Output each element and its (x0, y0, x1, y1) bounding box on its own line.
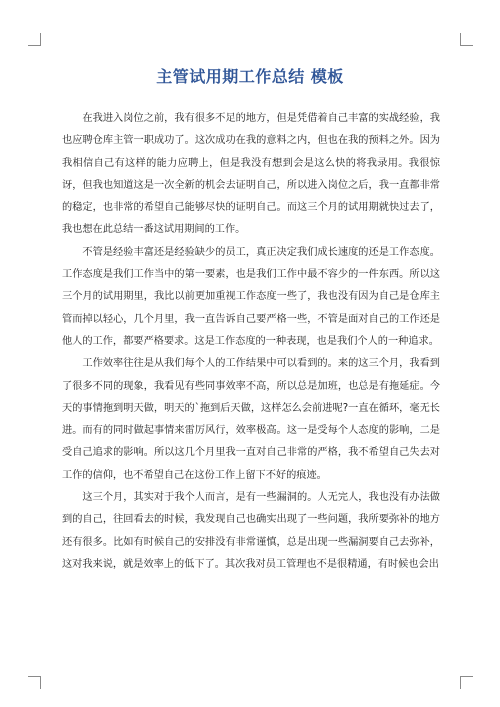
crop-mark-top-left (28, 33, 41, 46)
paragraph-3: 工作效率往往是从我们每个人的工作结果中可以看到的。来的这三个月，我看到了很多不同的现象，我看见有些同事效率不高，所以总是加班，也总是有拖延症。今天的事情拖到明天做，明天的`拖到后天做，这样怎么会前进呢?一直在循环，毫无长进。而有的同时做起事情来雷厉风行，效率极高。这一是受每个人态度的影响，二是受自己追求的影响。所以这几个月里我一直对自己非常的严格，我不希望自己失去对工作的信仰，也不希望自己在这份工作上留下不好的痕迹。 (62, 358, 440, 481)
paragraph-1: 在我进入岗位之前，我有很多不足的地方，但是凭借着自己丰富的实战经验，我也应聘仓库主管一职成功了。这次成功在我的意料之内，但也在我的预料之外。因为我相信自己有这样的能力应聘上，但是我没有想到会是这么快的将我录用。我很惊讶，但我也知道这是一次全新的机会去证明自己，所以进入岗位之后，我一直都非常的稳定，也非常的希望自己能够尽快的证明自己。而这三个月的试用期就快过去了，我也想在此总结一番这试用期间的工作。 (62, 113, 440, 236)
crop-mark-bottom-left (28, 676, 41, 689)
document-title: 主管试用期工作总结 模板 (156, 67, 344, 86)
crop-mark-top-right (460, 33, 473, 46)
paragraph-2: 不管是经验丰富还是经验缺少的员工，真正决定我们成长速度的还是工作态度。工作态度是我们工作当中的第一要素，也是我们工作中最不容少的一件东西。所以这三个月的试用期里，我比以前更加重视工作态度一些了，我也没有因为自己是仓库主管而掉以轻心，几个月里，我一直告诉自己要严格一些，不管是面对自己的工作还是他人的工作，都要严格要求。这是工作态度的一种表现，也是我们个人的一种追求。 (62, 246, 440, 347)
crop-mark-bottom-right (460, 676, 473, 689)
document-body (62, 108, 440, 576)
paragraph-4: 这三个月，其实对于我个人而言，是有一些漏洞的。人无完人，我也没有办法做到的自己，往回看去的时候，我发现自己也确实出现了一些问题，我所要弥补的地方还有很多。比如有时候自己的安排没有非常谨慎，总是出现一些漏洞要自己去弥补，这对我来说，就是效率上的低下了。其次我对员工管理也不是很精通，有时候也会出 (62, 492, 440, 570)
